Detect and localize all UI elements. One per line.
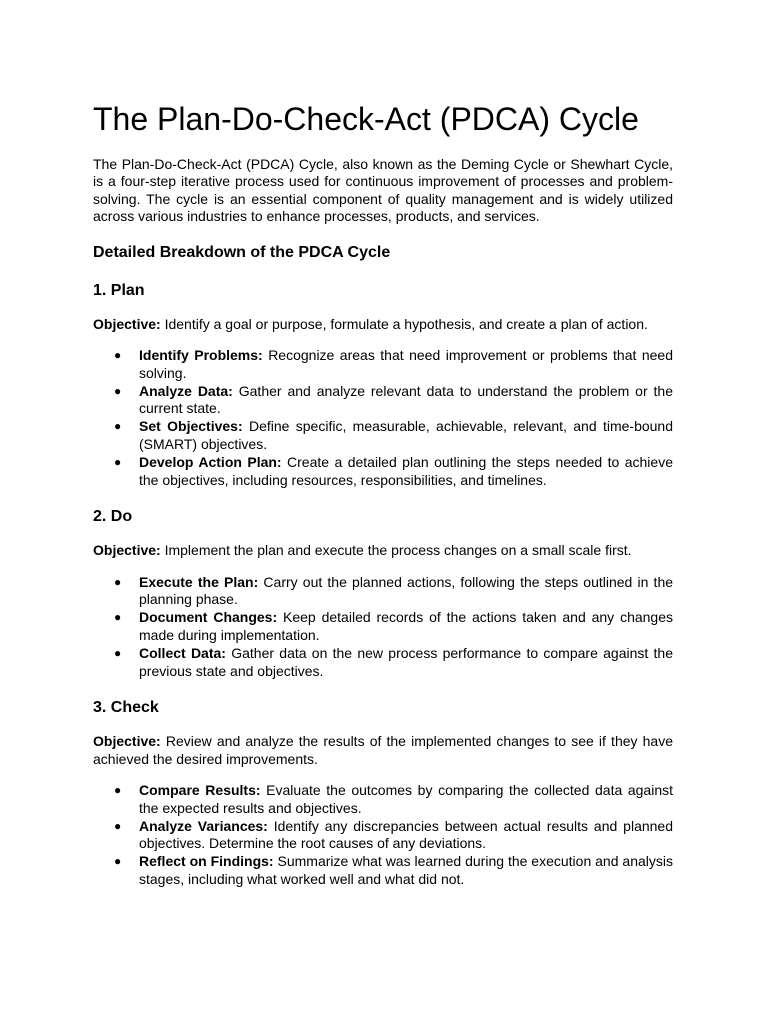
page-title: The Plan-Do-Check-Act (PDCA) Cycle bbox=[93, 101, 639, 137]
item-text: Evaluate the outcomes by comparing the collected data against the expected results and objectives. bbox=[139, 782, 674, 816]
bullet-icon: ● bbox=[114, 455, 122, 470]
bullet-list bbox=[93, 347, 673, 489]
item-term: Analyze Variances: bbox=[139, 817, 268, 834]
item-text: Gather and analyze relevant data to understand the problem or the current state. bbox=[139, 382, 674, 417]
bullet-icon: ● bbox=[114, 854, 122, 869]
list-item bbox=[93, 574, 673, 609]
section-do bbox=[93, 507, 673, 680]
bullet-icon: ● bbox=[114, 818, 122, 833]
objective-text: Implement the plan and execute the process changes on a small scale first. bbox=[164, 542, 632, 559]
intro-paragraph: The Plan-Do-Check-Act (PDCA) Cycle, also known as the Deming Cycle or Shewhart Cycle, is a four-step iterative process used for continuous improvement of processes and problem-solving. The cycle is an essential component of quality management and is widely utilized across various industries to enhance processes, products, and services. bbox=[93, 156, 673, 225]
list-item bbox=[93, 418, 673, 453]
item-text: Keep detailed records of the actions taken and any changes made during implementation. bbox=[139, 609, 673, 643]
item-term: Document Changes: bbox=[139, 609, 278, 626]
item-term: Set Objectives: bbox=[139, 418, 243, 435]
bullet-icon: ● bbox=[114, 383, 122, 398]
item-text: Define specific, measurable, achievable, relevant, and time-bound (SMART) objectives. bbox=[139, 418, 674, 452]
section-objective bbox=[93, 542, 673, 559]
item-text: Recognize areas that need improvement or problems that need solving. bbox=[139, 347, 674, 381]
list-item bbox=[93, 782, 673, 817]
item-text: Carry out the planned actions, following the steps outlined in the planning phase. bbox=[139, 573, 674, 608]
list-item bbox=[93, 347, 673, 382]
bullet-icon: ● bbox=[114, 783, 122, 798]
section-heading: 1. Plan bbox=[93, 281, 145, 299]
breakdown-heading: Detailed Breakdown of the PDCA Cycle bbox=[93, 243, 391, 261]
section-plan bbox=[93, 281, 673, 490]
item-text: Summarize what was learned during the execution and analysis stages, including what worked well and what did not. bbox=[139, 853, 673, 888]
item-term: Reflect on Findings: bbox=[139, 853, 274, 870]
objective-label: Objective: bbox=[93, 542, 161, 559]
list-item bbox=[93, 383, 673, 418]
item-term: Analyze Data: bbox=[139, 382, 233, 399]
objective-label: Objective: bbox=[93, 315, 161, 332]
list-item bbox=[93, 818, 673, 853]
objective-label: Objective: bbox=[93, 733, 161, 750]
item-text: Create a detailed plan outlining the steps needed to achieve the objectives, including resources, responsibilities, and timelines. bbox=[139, 454, 673, 488]
bullet-icon: ● bbox=[114, 574, 122, 589]
bullet-icon: ● bbox=[114, 419, 122, 434]
item-term: Execute the Plan: bbox=[139, 573, 259, 590]
list-item bbox=[93, 609, 673, 644]
section-heading: 2. Do bbox=[93, 508, 133, 526]
section-check bbox=[93, 698, 673, 888]
item-term: Identify Problems: bbox=[139, 347, 263, 364]
section-objective bbox=[93, 733, 673, 768]
list-item bbox=[93, 645, 673, 680]
bullet-list bbox=[93, 574, 673, 681]
list-item bbox=[93, 454, 673, 489]
item-term: Compare Results: bbox=[139, 782, 261, 799]
item-term: Develop Action Plan: bbox=[139, 454, 282, 471]
item-text: Identify any discrepancies between actual results and planned objectives. Determine the root causes of any deviations. bbox=[139, 817, 673, 852]
item-text: Gather data on the new process performance to compare against the previous state and objectives. bbox=[139, 645, 673, 679]
item-term: Collect Data: bbox=[139, 645, 226, 662]
objective-text: Identify a goal or purpose, formulate a hypothesis, and create a plan of action. bbox=[164, 315, 648, 332]
bullet-icon: ● bbox=[114, 348, 122, 363]
list-item bbox=[93, 853, 673, 888]
section-heading: 3. Check bbox=[93, 699, 159, 717]
section-objective bbox=[93, 316, 673, 333]
bullet-icon: ● bbox=[114, 646, 122, 661]
objective-text: Review and analyze the results of the implemented changes to see if they have achieved the desired improvements. bbox=[93, 733, 674, 767]
bullet-icon: ● bbox=[114, 610, 122, 625]
bullet-list bbox=[93, 782, 673, 889]
